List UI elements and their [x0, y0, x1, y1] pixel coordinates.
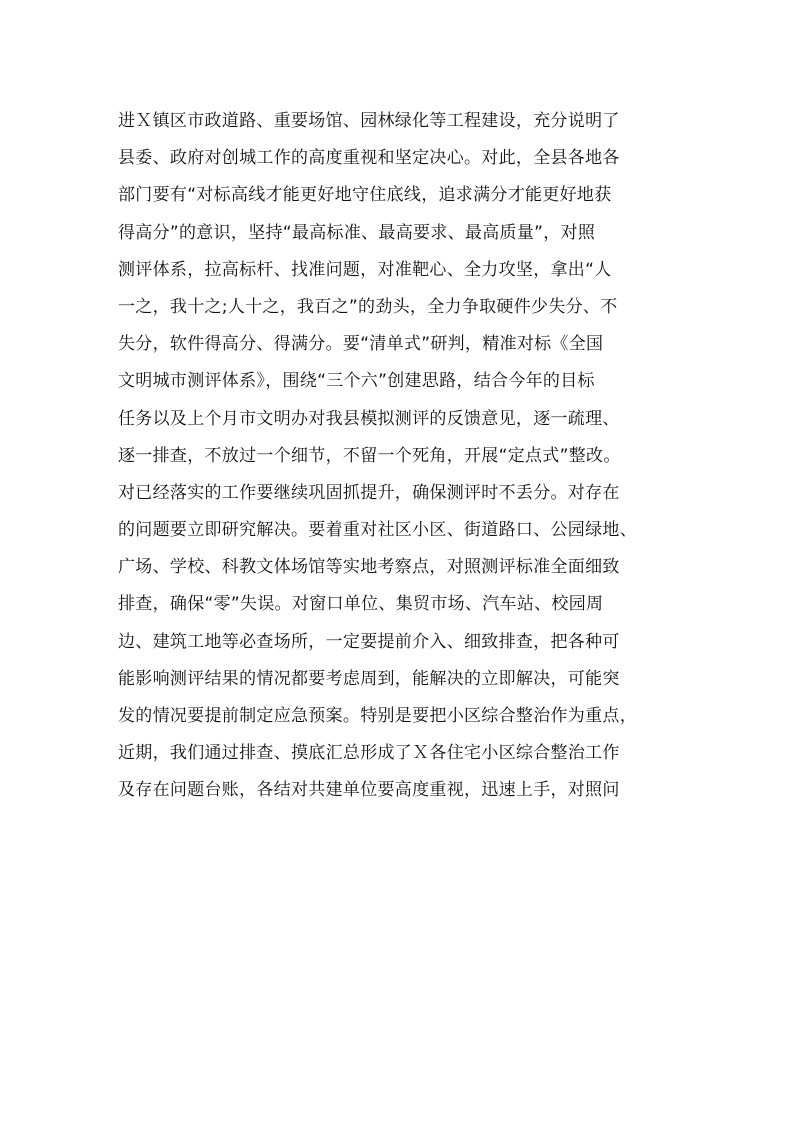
- text-line: 任务以及上个月市文明办对我县模拟测评的反馈意见，逐一疏理、: [118, 408, 620, 429]
- text-line: 发的情况要提前制定应急预案。特别是要把小区综合整治作为重点，: [118, 706, 637, 726]
- text-line: 县委、政府对创城工作的高度重视和坚定决心。对此，全县各地各: [118, 148, 620, 169]
- text-line: 近期，我们通过排查、摸底汇总形成了Ｘ各住宅小区综合整治工作: [118, 743, 620, 764]
- text-line: 失分，软件得高分、得满分。要“清单式”研判，精准对标《全国: [118, 334, 604, 355]
- text-line: 对已经落实的工作要继续巩固抓提升，确保测评时不丢分。对存在: [118, 482, 620, 503]
- text-line: 得高分”的意识，坚持“最高标准、最高要求、最高质量”，对照: [118, 222, 596, 243]
- text-line: 能影响测评结果的情况都要考虑周到，能解决的立即解决，可能突: [118, 668, 620, 689]
- body-text: [118, 103, 698, 810]
- text-line: 测评体系，拉高标杆、找准问题，对准靶心、全力攻坚，拿出“人: [118, 259, 612, 280]
- text-line: 一之，我十之;人十之，我百之”的劲头，全力争取硬件少失分、不: [118, 296, 618, 317]
- text-line: 进Ｘ镇区市政道路、重要场馆、园林绿化等工程建设，充分说明了: [118, 111, 620, 131]
- text-line: 排查，确保“零”失误。对窗口单位、集贸市场、汽车站、校园周: [118, 594, 604, 615]
- text-line: 及存在问题台账，各结对共建单位要高度重视，迅速上手，对照问: [118, 780, 620, 801]
- text-line: 边、建筑工地等必查场所，一定要提前介入、细致排查，把各种可: [118, 631, 620, 652]
- text-line: 广场、学校、科教文体场馆等实地考察点，对照测评标准全面细致: [118, 557, 620, 578]
- text-line: 部门要有“对标高线才能更好地守住底线，追求满分才能更好地获: [118, 185, 612, 206]
- text-line: 文明城市测评体系》，围绕“三个六”创建思路，结合今年的目标: [118, 371, 595, 392]
- text-line: 逐一排查，不放过一个细节，不留一个死角，开展“定点式”整改。: [118, 445, 621, 466]
- text-line: 的问题要立即研究解决。要着重对社区小区、街道路口、公园绿地、: [118, 520, 637, 541]
